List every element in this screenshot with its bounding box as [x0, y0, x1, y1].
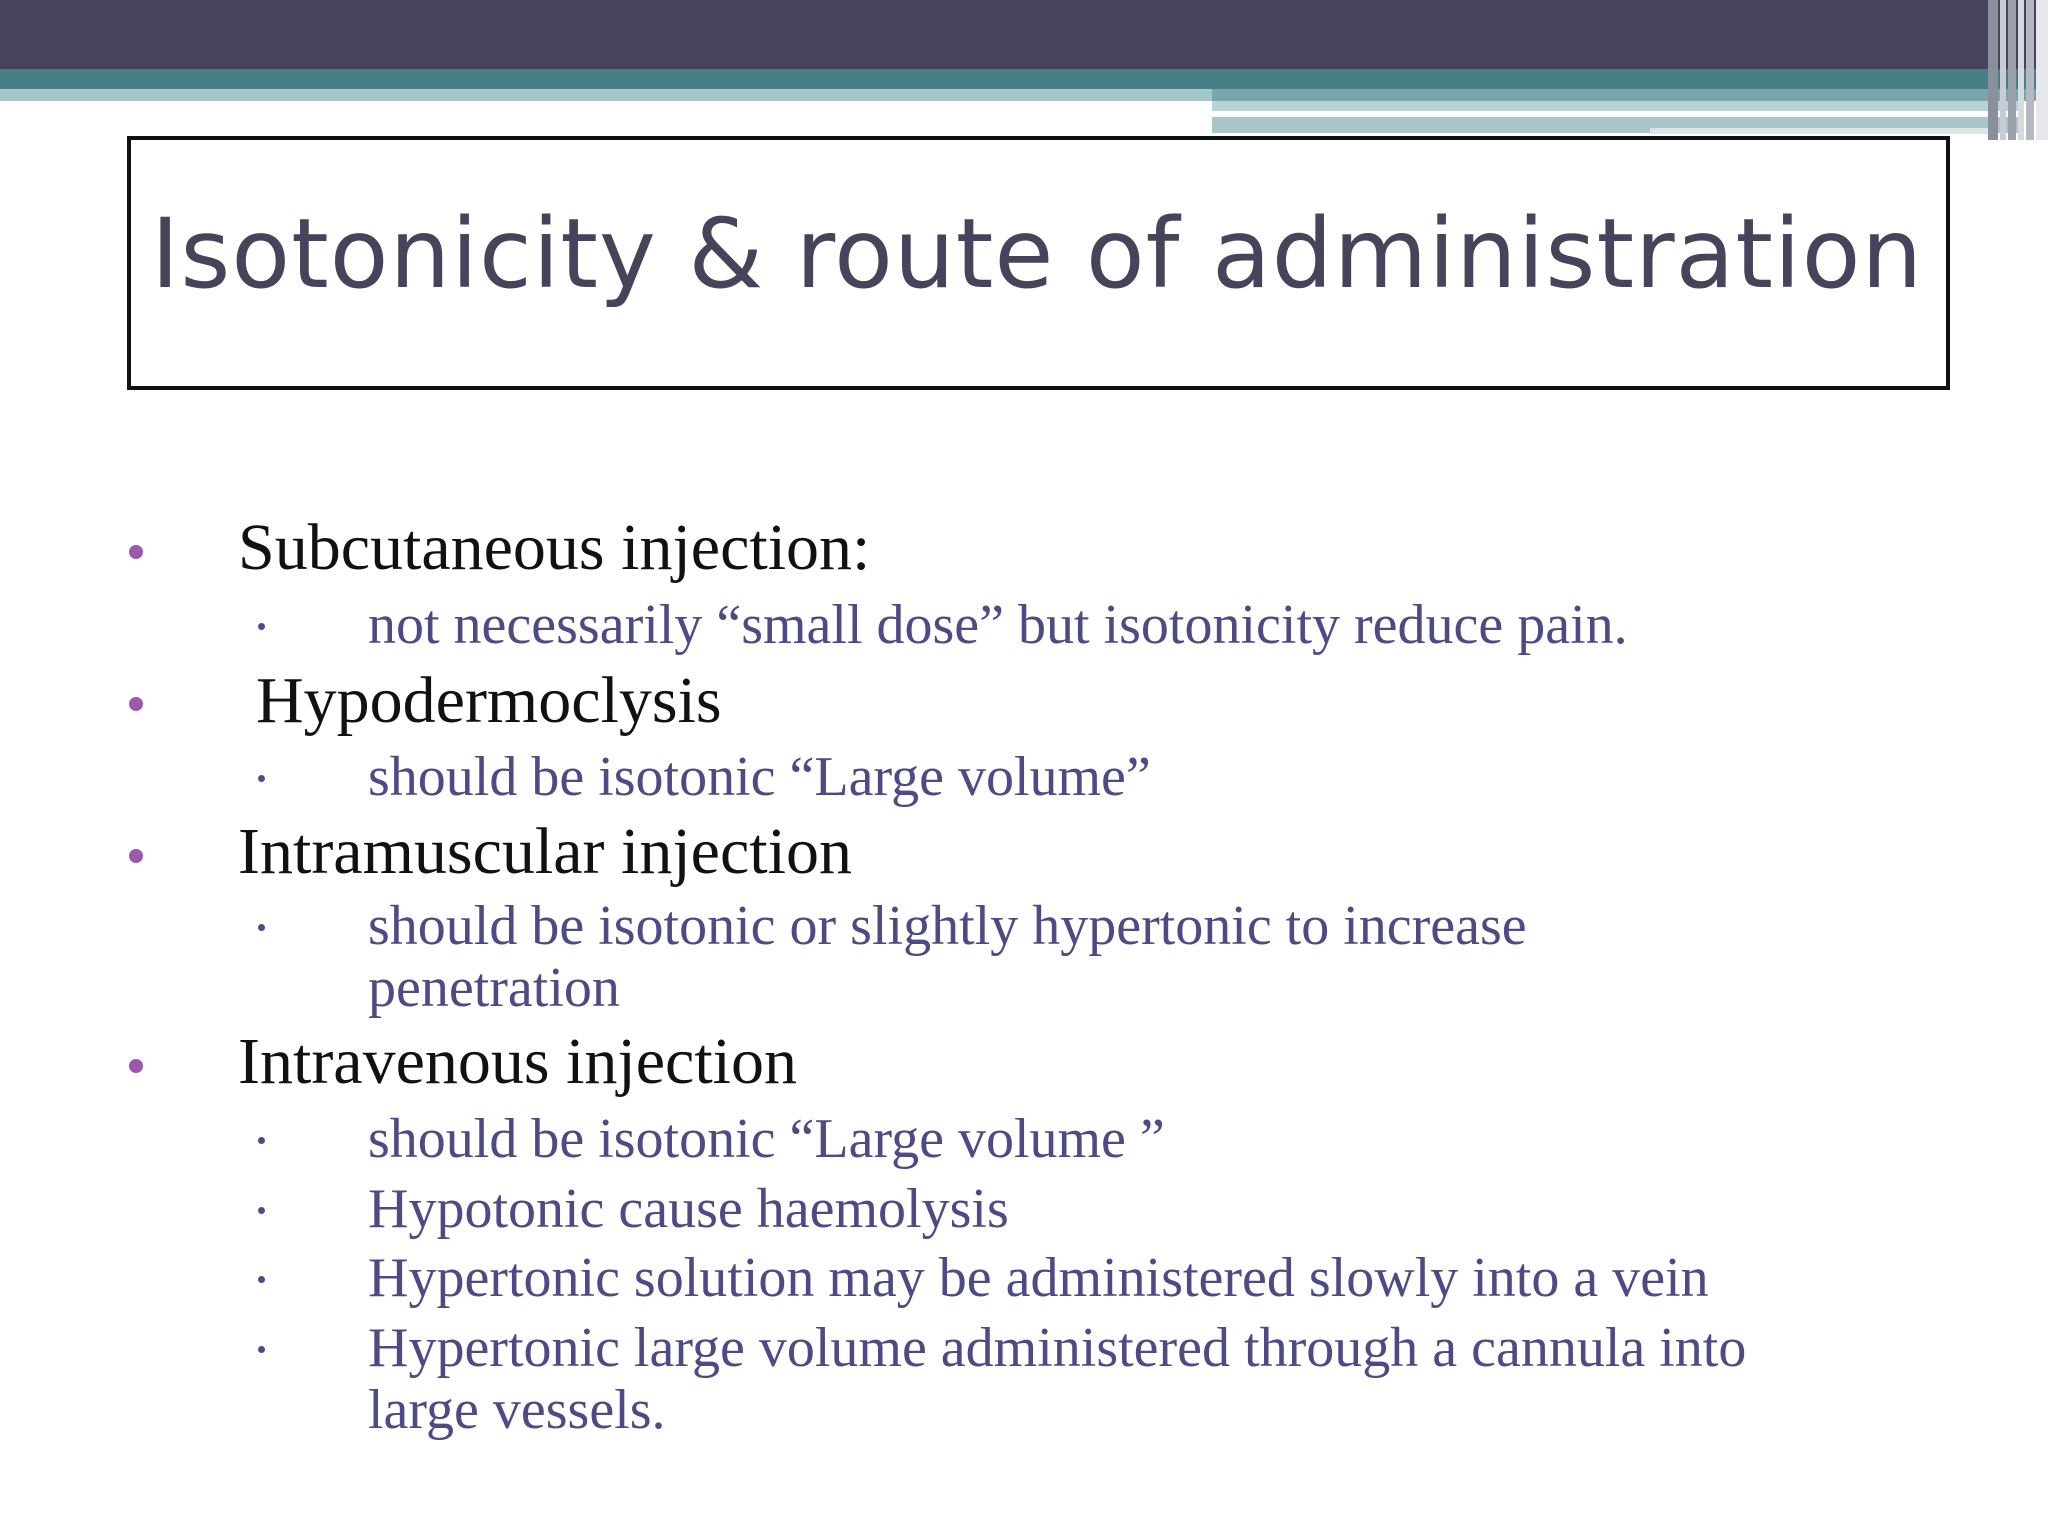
section-heading: Hypodermoclysis [256, 664, 722, 737]
section-point: Hypertonic solution may be administered slowly into a vein [368, 1247, 1709, 1309]
bullet-level2 [258, 1137, 265, 1144]
slide-title: Isotonicity & route of administration [151, 198, 1924, 310]
bullet-level1 [129, 697, 143, 711]
bullet-level1 [129, 1059, 143, 1073]
bullet-level2 [258, 775, 265, 782]
bullet-level1 [129, 545, 143, 559]
bullet-level2 [258, 1207, 265, 1214]
section-point: should be isotonic “Large volume ” [368, 1108, 1165, 1170]
section-point: not necessarily “small dose” but isotonicity reduce pain. [368, 594, 1628, 656]
section-point-continuation: penetration [368, 957, 620, 1019]
section-point-continuation: large vessels. [368, 1379, 666, 1441]
bullet-level2 [258, 924, 265, 931]
section-point: should be isotonic or slightly hypertonic to increase [368, 895, 1527, 957]
section-point: should be isotonic “Large volume” [368, 746, 1151, 808]
section-point: Hypotonic cause haemolysis [368, 1178, 1009, 1240]
section-heading: Intramuscular injection [238, 815, 852, 888]
bullet-level1 [129, 849, 143, 863]
bullet-level2 [258, 1276, 265, 1283]
bullet-level2 [258, 623, 265, 630]
section-point: Hypertonic large volume administered through a cannula into [368, 1317, 1747, 1379]
bullet-level2 [258, 1346, 265, 1353]
section-heading: Subcutaneous injection: [238, 511, 871, 584]
section-heading: Intravenous injection [238, 1025, 798, 1098]
